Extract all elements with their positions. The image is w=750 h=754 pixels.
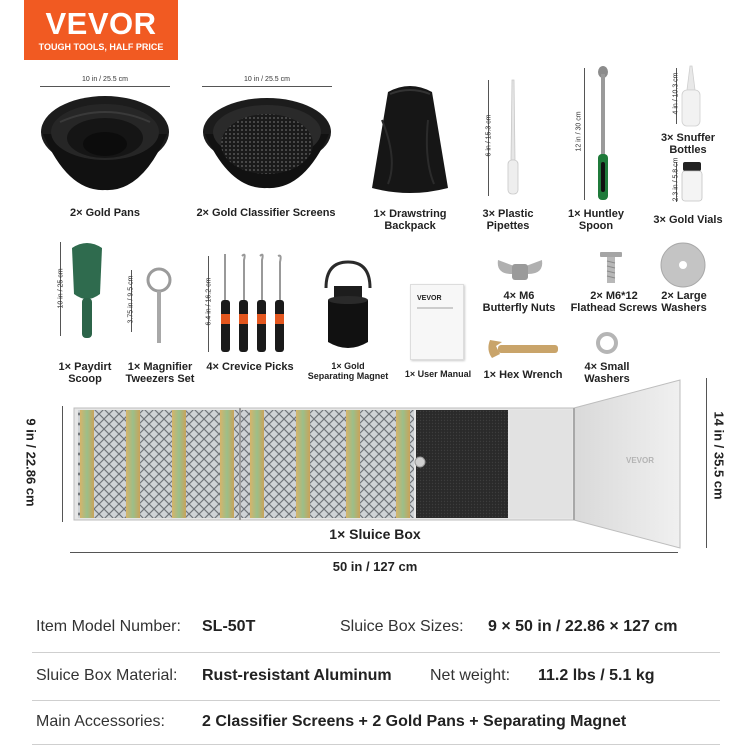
spoon-label-line1: 1× Huntley bbox=[568, 208, 624, 220]
magnifier-dimension: 3.75 in / 9.5 cm bbox=[127, 275, 135, 324]
scoop-label-line2: Scoop bbox=[68, 373, 102, 385]
dimension-line bbox=[62, 406, 63, 522]
spec-value-sizes: 9 × 50 in / 22.86 × 127 cm bbox=[488, 618, 678, 635]
spec-divider bbox=[32, 652, 720, 653]
butterfly-nut-image bbox=[494, 254, 546, 284]
sluice-flare-dimension: 14 in / 35.5 cm bbox=[711, 411, 727, 500]
screws-label bbox=[568, 290, 660, 314]
spec-row-accessories bbox=[32, 708, 720, 754]
backpack-label bbox=[360, 208, 460, 232]
backpack-label-line1: 1× Drawstring bbox=[373, 208, 447, 220]
vial-dimension: 2.3 in / 5.8 cm bbox=[672, 157, 680, 202]
gold-pan-image bbox=[38, 92, 172, 192]
spoon-label bbox=[560, 208, 632, 232]
spec-key-material: Sluice Box Material: bbox=[36, 667, 178, 684]
spec-value-weight: 11.2 lbs / 5.1 kg bbox=[538, 667, 655, 684]
scoop-label bbox=[46, 361, 124, 385]
vials-label: 3× Gold Vials bbox=[653, 214, 723, 226]
sluice-height-dimension: 9 in / 22.86 cm bbox=[23, 418, 39, 507]
hex-wrench-image bbox=[486, 336, 562, 364]
magnet-label-line1: 1× Gold bbox=[331, 361, 365, 371]
dimension-line bbox=[706, 378, 707, 548]
picks-dimension: 6.4 in / 16.2 cm bbox=[205, 277, 213, 326]
separating-magnet-image bbox=[320, 258, 376, 360]
pipette-dimension: 6 in / 15.3 cm bbox=[485, 114, 493, 157]
gold-pans-label: 2× Gold Pans bbox=[70, 207, 140, 219]
sluice-stamp: VEVOR bbox=[626, 456, 655, 465]
magnifier-label bbox=[118, 361, 202, 385]
spoon-dimension: 12 in / 30 cm bbox=[575, 111, 583, 152]
spec-divider bbox=[32, 700, 720, 701]
brand-name: VEVOR bbox=[45, 6, 157, 41]
backpack-image bbox=[368, 80, 452, 198]
large-washers-label-line2: Washers bbox=[661, 302, 707, 314]
manual-line bbox=[417, 307, 453, 309]
picks-label: 4× Crevice Picks bbox=[206, 361, 294, 373]
dimension-line bbox=[40, 86, 170, 87]
spec-key-accessories: Main Accessories: bbox=[36, 713, 165, 730]
pipettes-label bbox=[470, 208, 546, 232]
screws-label-line1: 2× M6*12 bbox=[590, 290, 638, 302]
spec-key-model: Item Model Number: bbox=[36, 618, 181, 635]
magnet-label bbox=[300, 361, 396, 381]
gold-pan-dimension: 10 in / 25.5 cm bbox=[82, 76, 128, 83]
brand-tagline: TOUGH TOOLS, HALF PRICE bbox=[38, 42, 164, 52]
manual-label: 1× User Manual bbox=[404, 369, 472, 379]
classifier-screens-label: 2× Gold Classifier Screens bbox=[196, 207, 336, 219]
flathead-screw-image bbox=[598, 252, 624, 284]
wrench-label: 1× Hex Wrench bbox=[483, 369, 563, 381]
large-washers-label bbox=[648, 290, 720, 314]
backpack-label-line2: Backpack bbox=[384, 220, 436, 232]
classifier-screen-image bbox=[200, 92, 334, 192]
spec-key-weight: Net weight: bbox=[430, 667, 511, 684]
large-washer-image bbox=[660, 242, 706, 288]
scoop-dimension: 10 in / 25 cm bbox=[57, 268, 65, 309]
small-washers-label bbox=[568, 361, 646, 385]
pipettes-label-line1: 3× Plastic bbox=[482, 208, 534, 220]
snuffer-label-line2: Bottles bbox=[669, 144, 707, 156]
manual-cover-text: VEVOR bbox=[417, 295, 442, 302]
magnifier-label-line2: Tweezers Set bbox=[125, 373, 195, 385]
paydirt-scoop-image bbox=[70, 240, 104, 340]
screws-label-line2: Flathead Screws bbox=[570, 302, 658, 314]
spec-divider bbox=[32, 744, 720, 745]
user-manual-image bbox=[410, 284, 464, 360]
spoon-image bbox=[593, 66, 613, 202]
spec-row-material bbox=[32, 662, 720, 708]
pipettes-label-line2: Pipettes bbox=[486, 220, 530, 232]
spec-value-model: SL-50T bbox=[202, 618, 256, 635]
magnifier-tweezers-image bbox=[144, 266, 174, 348]
vevor-logo bbox=[24, 0, 178, 60]
crevice-picks-image bbox=[216, 252, 288, 356]
gold-vial-image bbox=[680, 162, 704, 204]
butterfly-label bbox=[470, 290, 568, 314]
small-washers-label-line2: Washers bbox=[584, 373, 630, 385]
pipette-image bbox=[503, 80, 523, 198]
spec-value-accessories: 2 Classifier Screens + 2 Gold Pans + Separating Magnet bbox=[202, 713, 627, 730]
spec-value-material: Rust-resistant Aluminum bbox=[202, 667, 392, 684]
classifier-dimension: 10 in / 25.5 cm bbox=[244, 76, 290, 83]
small-washers-label-line1: 4× Small bbox=[584, 361, 630, 373]
dimension-line bbox=[584, 68, 585, 200]
small-washer-image bbox=[596, 332, 618, 354]
spoon-label-line2: Spoon bbox=[578, 220, 614, 232]
spec-key-sizes: Sluice Box Sizes: bbox=[340, 618, 464, 635]
large-washers-label-line1: 2× Large bbox=[661, 290, 707, 302]
scoop-label-line1: 1× Paydirt bbox=[58, 361, 112, 373]
snuffer-dimension: 4 in / 10.3 cm bbox=[672, 72, 680, 115]
snuffer-bottle-image bbox=[680, 66, 702, 128]
butterfly-label-line1: 4× M6 bbox=[503, 290, 535, 302]
snuffer-label-line1: 3× Snuffer bbox=[660, 132, 716, 144]
dimension-line bbox=[70, 552, 678, 553]
dimension-line bbox=[202, 86, 332, 87]
sluice-length-dimension: 50 in / 127 cm bbox=[332, 559, 418, 574]
sluice-box-label: 1× Sluice Box bbox=[329, 526, 421, 542]
butterfly-label-line2: Butterfly Nuts bbox=[482, 302, 556, 314]
magnifier-label-line1: 1× Magnifier bbox=[127, 361, 193, 373]
snuffer-label bbox=[648, 132, 728, 156]
magnet-label-line2: Separating Magnet bbox=[307, 371, 389, 381]
